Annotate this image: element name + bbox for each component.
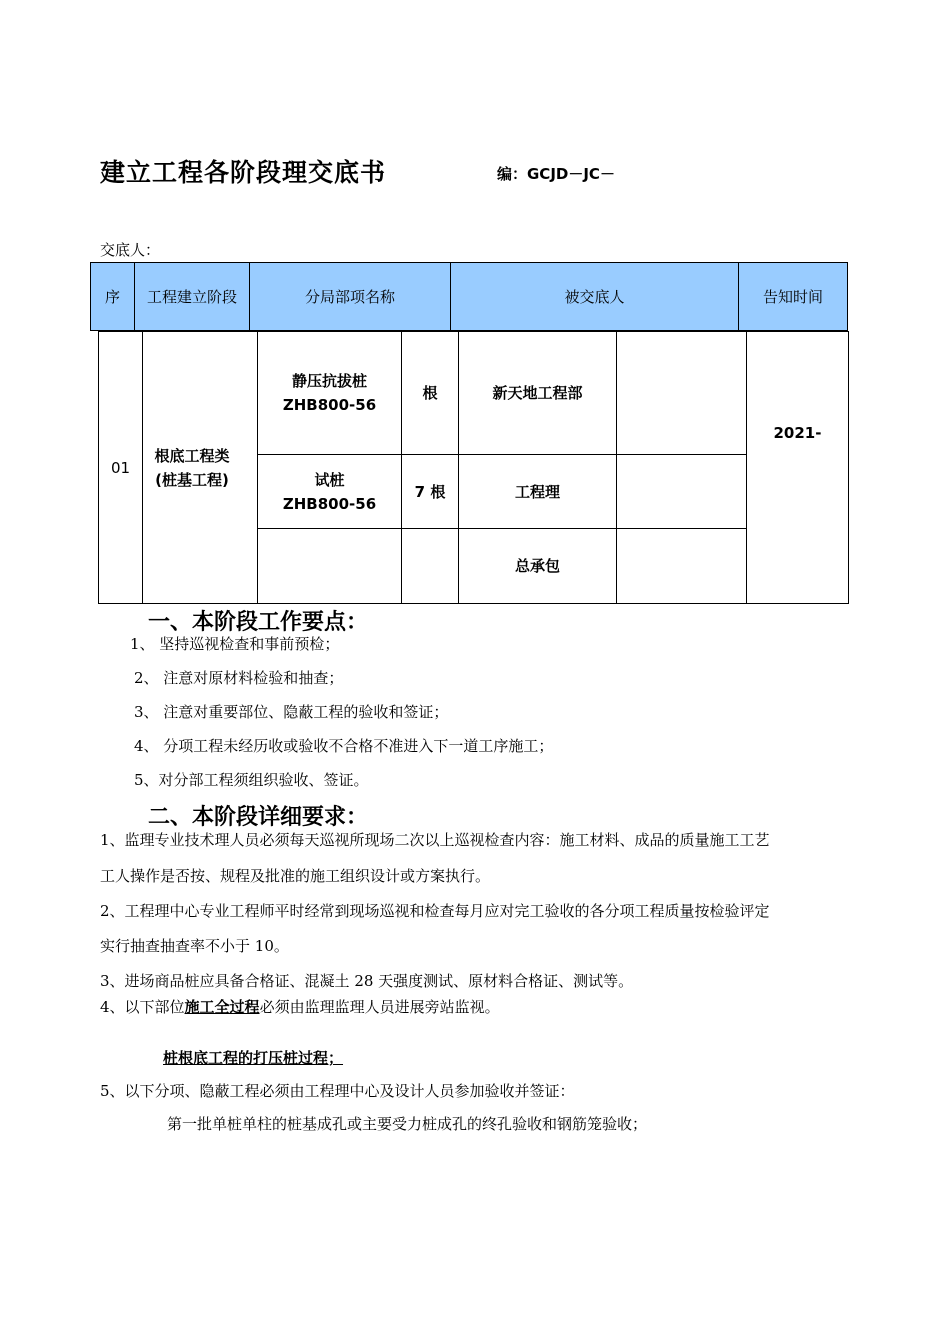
cell-item1 xyxy=(258,332,402,455)
section2-p2a: 2、工程理中心专业工程师平时经常到现场巡视和检查每月应对完工验收的各分项工程质量按检验评定 xyxy=(100,902,770,920)
section1-item-5: 5、对分部工程须组织验收、签证。 xyxy=(134,771,369,789)
item2-line1: 试桩 xyxy=(314,470,345,489)
section2-sub: 桩根底工程的打压桩过程； xyxy=(163,1049,344,1067)
header-seq: 序 xyxy=(91,263,135,330)
section2-p6: 第一批单桩单柱的桩基成孔或主要受力桩成孔的终孔验收和钢筋笼验收； xyxy=(167,1115,648,1133)
cell-empty5 xyxy=(617,529,747,604)
section2-p2b: 实行抽查抽查率不小于 10。 xyxy=(100,937,289,955)
cell-empty4 xyxy=(402,529,459,604)
section2-heading: 二、本阶段详细要求： xyxy=(148,805,369,830)
p4-underlined: 施工全过程 xyxy=(184,998,260,1016)
section2-p3: 3、进场商品桩应具备合格证、混凝土 28 天强度测试、原材料合格证、测试等。 xyxy=(100,972,634,990)
item1-line2: ZHB800-56 xyxy=(282,396,377,414)
header-time: 告知时间 xyxy=(762,288,823,306)
document-code: 编：GCJD－JC－ xyxy=(497,165,615,183)
cell-item1-qty: 根 xyxy=(402,332,459,455)
item2-line2: ZHB800-56 xyxy=(282,494,377,513)
table-header xyxy=(90,262,848,331)
section2-p4 xyxy=(100,996,500,1017)
section1-item-1: 1、 坚持巡视检查和事前预检； xyxy=(130,635,340,653)
cell-item2 xyxy=(258,455,402,529)
cell-empty2 xyxy=(617,455,747,529)
cell-seq: 01 xyxy=(99,332,143,604)
document-title: 建立工程各阶段理交底书 xyxy=(100,158,387,187)
cell-stage xyxy=(143,332,258,604)
cell-empty3 xyxy=(258,529,402,604)
section1-item-3: 3、 注意对重要部位、隐蔽工程的验收和签证； xyxy=(134,703,449,721)
cell-receiver1: 新天地工程部 xyxy=(459,332,617,455)
p4-post: 必须由监理监理人员进展旁站监视。 xyxy=(259,998,500,1016)
header-receiver: 被交底人 xyxy=(451,263,739,330)
section1-heading: 一、本阶段工作要点： xyxy=(148,610,369,635)
section2-p1b: 工人操作是否按、规程及批准的施工组织设计或方案执行。 xyxy=(100,867,491,885)
cell-empty1 xyxy=(617,332,747,455)
header-item: 分局部项名称 xyxy=(250,263,451,330)
cell-receiver3: 总承包 xyxy=(459,529,617,604)
cell-item2-qty: 7 根 xyxy=(402,455,459,529)
p4-pre: 4、以下部位 xyxy=(100,998,185,1016)
header-stage: 工程建立阶段 xyxy=(135,263,250,330)
jiaodi-label: 交底人： xyxy=(100,241,161,259)
section2-p5: 5、以下分项、隐蔽工程必须由工程理中心及设计人员参加验收并签证： xyxy=(100,1082,575,1100)
cell-receiver2: 工程理 xyxy=(459,455,617,529)
item1-line1: 静压抗拔桩 xyxy=(291,372,367,390)
section1-item-2: 2、 注意对原材料检验和抽查； xyxy=(134,669,344,687)
section2-p1a: 1、监理专业技术理人员必须每天巡视所现场二次以上巡视检查内容：施工材料、成品的质量施工工艺 xyxy=(100,831,770,849)
stage-line2: (桩基工程) xyxy=(155,470,229,489)
cell-time: 2021- xyxy=(747,332,849,604)
handover-table xyxy=(98,331,849,604)
section1-item-4: 4、 分项工程未经历收或验收不合格不准进入下一道工序施工； xyxy=(134,737,554,755)
stage-line1: 根底工程类 xyxy=(154,446,230,465)
